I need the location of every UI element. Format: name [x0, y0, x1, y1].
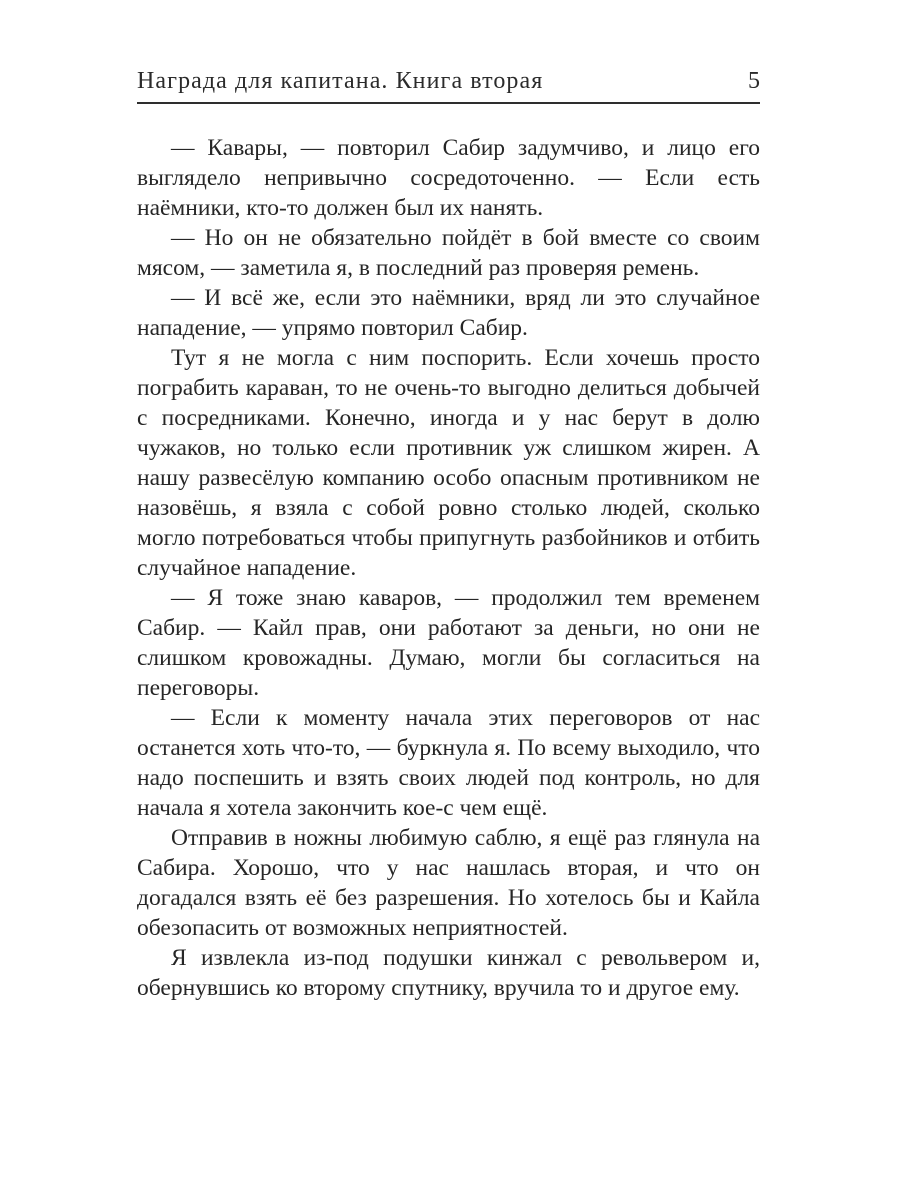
running-header [137, 68, 760, 95]
paragraph: — Кавары, — повторил Сабир задумчиво, и лицо его выглядело непривычно сосредоточенно. — Если есть наёмники, кто-то должен был их нанять. [137, 135, 760, 221]
paragraph: — И всё же, если это наёмники, вряд ли это случайное нападение, — упрямо повторил Сабир. [137, 285, 760, 341]
page-text [137, 133, 760, 1003]
paragraph: — Если к моменту начала этих переговоров от нас останется хоть что-то, — буркнула я. По всему выходило, что надо поспешить и взять своих людей под контроль, но для начала я хотела закончить кое-с чем ещё. [137, 705, 760, 821]
page-number: 5 [748, 68, 760, 94]
header-divider [137, 102, 760, 104]
paragraph: — Но он не обязательно пойдёт в бой вместе со своим мясом, — заметила я, в последний раз проверяя ремень. [137, 225, 760, 281]
book-title-header: Награда для капитана. Книга вторая [137, 68, 544, 94]
paragraph: Тут я не могла с ним поспорить. Если хочешь просто пограбить караван, то не очень-то выгодно делиться добычей с посредниками. Конечно, иногда и у нас берут в долю чужаков, но только если противник уж слишком жирен. А нашу развесёлую компанию особо опасным противником не назовёшь, я взяла с собой ровно столько людей, сколько могло потребоваться чтобы припугнуть разбойников и отбить случайное нападение. [137, 345, 760, 581]
paragraph: — Я тоже знаю каваров, — продолжил тем временем Сабир. — Кайл прав, они работают за деньги, но они не слишком кровожадны. Думаю, могли бы согласиться на переговоры. [137, 585, 760, 701]
paragraph: Отправив в ножны любимую саблю, я ещё раз глянула на Сабира. Хорошо, что у нас нашлась вторая, и что он догадался взять её без разрешения. Но хотелось бы и Кайла обезопасить от возможных неприятностей. [137, 825, 760, 941]
paragraph: Я извлекла из-под подушки кинжал с револьвером и, обернувшись ко второму спутнику, вручила то и другое ему. [137, 945, 760, 1001]
